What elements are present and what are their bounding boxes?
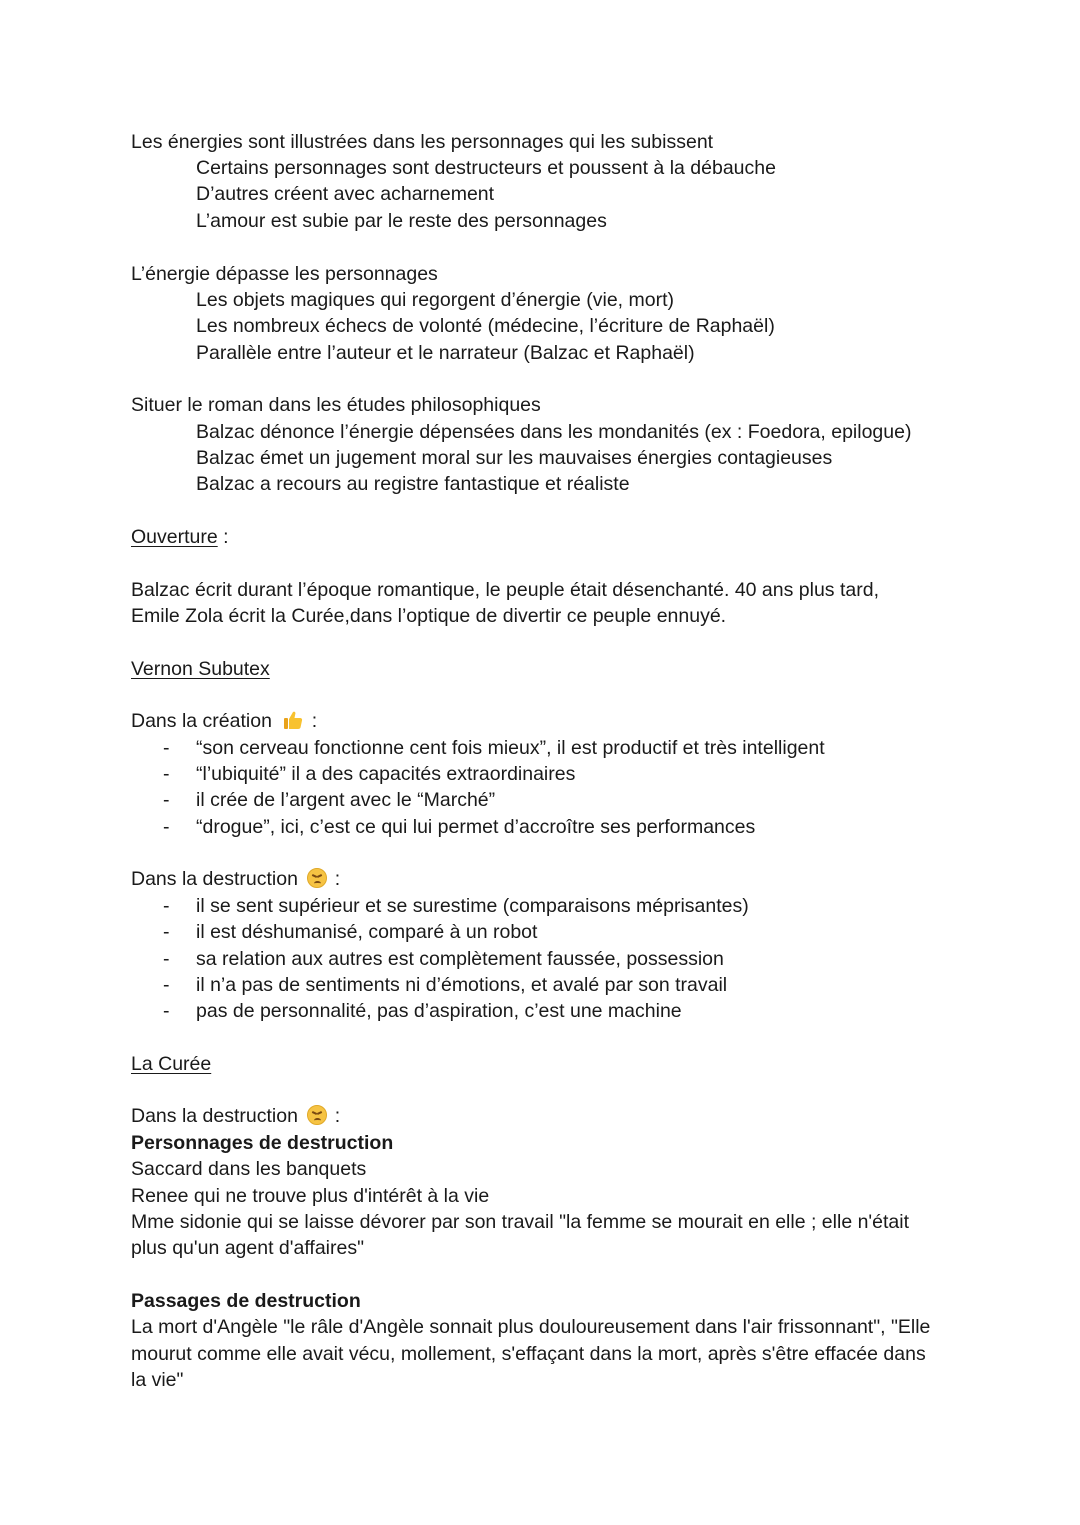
list-dash: - [163,974,170,996]
energies-item: L’amour est subie par le reste des personnages [196,210,607,232]
depasse-item: Les nombreux échecs de volonté (médecine, l’écriture de Raphaël) [196,315,775,337]
list-dash: - [163,789,170,811]
ouverture-colon: : [217,526,229,548]
curee-passages-line: la vie" [131,1369,184,1391]
vernon-destruction-item: pas de personnalité, pas d’aspiration, c’est une machine [196,1000,682,1022]
energies-heading: Les énergies sont illustrées dans les personnages qui les subissent [131,131,714,153]
vernon-creation-item: il crée de l’argent avec le “Marché” [196,789,496,811]
curee-personnages-line: plus qu'un agent d'affaires" [131,1237,365,1259]
ouverture-title: Ouverture [131,526,218,548]
list-dash: - [163,737,170,759]
depasse-item: Les objets magiques qui regorgent d’énergie (vie, mort) [196,289,675,311]
persevering-face-icon [307,1105,327,1125]
energies-item: D’autres créent avec acharnement [196,183,495,205]
curee-personnages-line: Saccard dans les banquets [131,1158,367,1180]
situer-item: Balzac dénonce l’énergie dépensées dans les mondanités (ex : Foedora, epilogue) [196,421,912,443]
situer-heading: Situer le roman dans les études philosophiques [131,394,541,416]
list-dash: - [163,763,170,785]
curee-passages-heading: Passages de destruction [131,1290,361,1312]
curee-personnages-line: Renee qui ne trouve plus d'intérêt à la vie [131,1185,490,1207]
curee-destruction-colon: : [329,1105,341,1127]
depasse-heading: L’énergie dépasse les personnages [131,263,438,285]
vernon-creation-colon: : [306,710,318,732]
curee-personnages-heading: Personnages de destruction [131,1132,394,1154]
curee-passages-line: La mort d'Angèle "le râle d'Angèle sonnait plus douloureusement dans l'air frissonnant", "Elle [131,1316,931,1338]
vernon-creation-label: Dans la création [131,710,272,732]
situer-item: Balzac a recours au registre fantastique et réaliste [196,473,630,495]
curee-title: La Curée [131,1053,212,1075]
vernon-creation-item: “l’ubiquité” il a des capacités extraordinaires [196,763,576,785]
vernon-destruction-item: sa relation aux autres est complètement faussée, possession [196,948,724,970]
list-dash: - [163,816,170,838]
vernon-destruction-item: il n’a pas de sentiments ni d’émotions, et avalé par son travail [196,974,728,996]
thumbs-up-icon [282,709,304,731]
vernon-creation-label-line [131,708,317,734]
curee-passages-line: mourut comme elle avait vécu, mollement, s'effaçant dans la mort, après s'être effacée dans [131,1343,926,1365]
vernon-creation-item: “drogue”, ici, c’est ce qui lui permet d’accroître ses performances [196,816,756,838]
vernon-title: Vernon Subutex [131,658,270,680]
depasse-item: Parallèle entre l’auteur et le narrateur (Balzac et Raphaël) [196,342,695,364]
curee-destruction-label: Dans la destruction [131,1105,298,1127]
vernon-destruction-item: il est déshumanisé, comparé à un robot [196,921,538,943]
list-dash: - [163,895,170,917]
vernon-destruction-label-line [131,866,340,892]
vernon-destruction-colon: : [329,868,341,890]
list-dash: - [163,1000,170,1022]
ouverture-paragraph-line: Emile Zola écrit la Curée,dans l’optique de divertir ce peuple ennuyé. [131,605,727,627]
curee-destruction-label-line [131,1103,340,1129]
vernon-destruction-label: Dans la destruction [131,868,298,890]
list-dash: - [163,948,170,970]
vernon-destruction-item: il se sent supérieur et se surestime (comparaisons méprisantes) [196,895,749,917]
situer-item: Balzac émet un jugement moral sur les mauvaises énergies contagieuses [196,447,833,469]
persevering-face-icon [307,868,327,888]
ouverture-paragraph-line: Balzac écrit durant l’époque romantique, le peuple était désenchanté. 40 ans plus tard, [131,579,879,601]
curee-personnages-line: Mme sidonie qui se laisse dévorer par son travail "la femme se mourait en elle ; elle n'était [131,1211,910,1233]
energies-item: Certains personnages sont destructeurs et poussent à la débauche [196,157,776,179]
ouverture-title-line [131,524,229,550]
vernon-creation-item: “son cerveau fonctionne cent fois mieux”, il est productif et très intelligent [196,737,825,759]
list-dash: - [163,921,170,943]
